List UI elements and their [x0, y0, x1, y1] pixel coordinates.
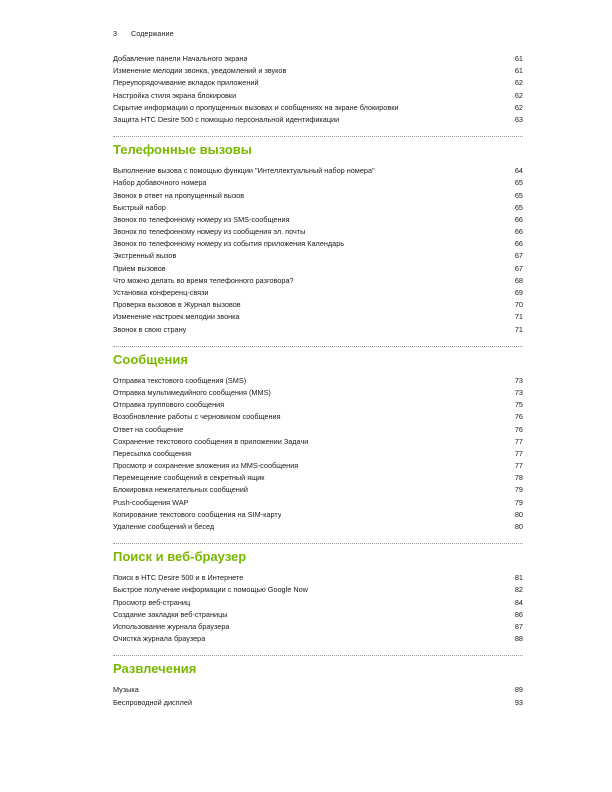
toc-entry[interactable] [113, 621, 523, 633]
toc-entry-title: Создание закладки веб-страницы [113, 609, 228, 619]
toc-entry[interactable] [113, 509, 523, 521]
toc-entry[interactable] [113, 202, 523, 214]
toc-entry-title: Что можно делать во время телефонного разговора? [113, 275, 294, 285]
toc-entry-page: 79 [514, 485, 523, 495]
toc-entry[interactable] [113, 609, 523, 621]
toc-entry-page: 68 [514, 275, 523, 285]
toc-entry[interactable] [113, 572, 523, 584]
toc-entry[interactable] [113, 387, 523, 399]
toc-entry-page: 84 [514, 597, 523, 607]
toc-entry[interactable] [113, 521, 523, 533]
table-of-contents [113, 53, 523, 709]
section-header [113, 655, 523, 684]
toc-entry-title: Сохранение текстового сообщения в приложении Задачи [113, 436, 309, 446]
toc-entry-title: Добавление панели Начального экрана [113, 54, 248, 63]
toc-entry-title: Просмотр и сохранение вложения из MMS-сообщения [113, 461, 299, 471]
toc-entry-title: Прием вызовов [113, 263, 166, 273]
toc-entry[interactable] [113, 411, 523, 423]
toc-entry[interactable] [113, 460, 523, 472]
toc-entry-title: Пересылка сообщения [113, 448, 192, 458]
section-title[interactable]: Сообщения [113, 351, 188, 367]
toc-entry-title: Использование журнала браузера [113, 621, 230, 631]
toc-entry-title: Удаление сообщений и бесед [113, 522, 215, 531]
toc-entry-title: Установка конференц-связи [113, 288, 209, 297]
toc-entry-title: Экстренный вызов [113, 251, 177, 261]
toc-entry[interactable] [113, 275, 523, 287]
toc-entry[interactable] [113, 77, 523, 89]
toc-entry-page: 71 [514, 312, 523, 322]
toc-entry-page: 69 [514, 288, 523, 297]
toc-entry-page: 66 [514, 227, 523, 237]
toc-entry-title: Очистка журнала браузера [113, 634, 206, 644]
toc-entry[interactable] [113, 324, 523, 336]
toc-entry[interactable] [113, 177, 523, 189]
toc-entry-title: Настройка стиля экрана блокировки [113, 90, 237, 100]
toc-entry-title: Поиск в HTC Desire 500 и в Интернете [113, 573, 244, 583]
toc-section [113, 136, 523, 336]
toc-entry[interactable] [113, 697, 523, 709]
toc-entry-title: Push-сообщения WAP [113, 497, 189, 507]
toc-entry-title: Звонок по телефонному номеру из SMS-сообщения [113, 214, 290, 224]
toc-entry[interactable] [113, 287, 523, 299]
toc-entry-page: 66 [514, 239, 523, 249]
toc-entry-title: Беспроводной дисплей [113, 697, 193, 707]
toc-entry-page: 76 [514, 424, 523, 434]
toc-entry[interactable] [113, 484, 523, 496]
toc-entry[interactable] [113, 597, 523, 609]
toc-entry-page: 65 [514, 202, 523, 212]
toc-entry-page: 61 [514, 66, 523, 76]
toc-entry-title: Просмотр веб-страниц [113, 597, 191, 607]
section-header [113, 543, 523, 572]
toc-entry-page: 79 [514, 497, 523, 507]
section-title[interactable]: Развлечения [113, 661, 197, 677]
toc-entry-title: Музыка [113, 685, 139, 695]
toc-entry-page: 81 [514, 573, 523, 583]
toc-entry-title: Звонок по телефонному номеру из события приложения Календарь [113, 239, 345, 249]
toc-entry-title: Проверка вызовов в Журнал вызовов [113, 300, 241, 310]
toc-entry-title: Копирование текстового сообщения на SIM-карту [113, 509, 282, 519]
toc-entry-page: 62 [514, 90, 523, 100]
toc-entry[interactable] [113, 65, 523, 77]
toc-entry-page: 78 [514, 473, 523, 483]
toc-entry-page: 77 [514, 448, 523, 458]
toc-entry[interactable] [113, 584, 523, 596]
page-header [113, 29, 174, 38]
toc-entry-title: Звонок в ответ на пропущенный вызов [113, 190, 245, 200]
toc-entry-page: 62 [514, 102, 523, 112]
toc-entry-title: Защита HTC Desire 500 с помощью персональной идентификации [113, 114, 340, 124]
toc-entry-title: Скрытие информации о пропущенных вызовах и сообщениях на экране блокировки [113, 102, 399, 112]
toc-entry[interactable] [113, 311, 523, 323]
toc-entry-title: Отправка мультимедийного сообщения (MMS) [113, 387, 271, 397]
toc-entry-page: 65 [514, 190, 523, 200]
toc-entry-page: 65 [514, 178, 523, 188]
toc-entry-page: 89 [514, 685, 523, 695]
toc-entry-page: 80 [514, 522, 523, 531]
section-header [113, 346, 523, 375]
toc-entry-title: Быстрое получение информации с помощью Google Now [113, 585, 308, 595]
toc-entry[interactable] [113, 497, 523, 509]
toc-entry-page: 66 [514, 214, 523, 224]
section-title[interactable]: Поиск и веб-браузер [113, 549, 247, 565]
toc-entry[interactable] [113, 472, 523, 484]
toc-entry[interactable] [113, 114, 523, 126]
toc-entry-title: Быстрый набор [113, 202, 166, 212]
toc-entry-page: 77 [514, 461, 523, 471]
toc-entry-page: 87 [514, 621, 523, 631]
toc-entry-title: Блокировка нежелательных сообщений [113, 485, 248, 495]
toc-entry[interactable] [113, 299, 523, 311]
toc-entry[interactable] [113, 90, 523, 102]
toc-entry-title: Звонок в свою страну [113, 324, 187, 334]
toc-entry-title: Перемещение сообщений в секретный ящик [113, 473, 265, 483]
toc-entry-title: Отправка группового сообщения [113, 400, 225, 410]
toc-section [113, 655, 523, 708]
toc-entry-page: 70 [514, 300, 523, 310]
toc-entry-title: Выполнение вызова с помощью функции "Интеллектуальный набор номера" [113, 166, 375, 176]
section-title[interactable]: Телефонные вызовы [113, 142, 252, 158]
toc-entry[interactable] [113, 424, 523, 436]
toc-entry[interactable] [113, 684, 523, 696]
toc-entry-page: 67 [514, 251, 523, 261]
toc-entry-title: Набор добавочного номера [113, 178, 207, 188]
toc-entry-page: 88 [514, 634, 523, 644]
toc-entry[interactable] [113, 250, 523, 262]
toc-entry-page: 77 [514, 436, 523, 446]
toc-entry-page: 64 [514, 166, 523, 176]
section-header [113, 136, 523, 165]
toc-entry[interactable] [113, 102, 523, 114]
toc-entry[interactable] [113, 53, 523, 65]
toc-entry-title: Ответ на сообщение [113, 424, 184, 434]
toc-entry-title: Изменение мелодии звонка, уведомлений и звуков [113, 66, 287, 76]
toc-entry-page: 71 [514, 324, 523, 334]
toc-entry-title: Изменение настроек мелодии звонка [113, 312, 240, 322]
header-page-number: 3 [113, 29, 118, 38]
toc-entry-title: Звонок по телефонному номеру из сообщения эл. почты [113, 227, 306, 237]
toc-entry[interactable] [113, 633, 523, 645]
toc-entry-page: 82 [514, 585, 523, 595]
toc-entry-page: 75 [514, 400, 523, 410]
toc-entry[interactable] [113, 214, 523, 226]
toc-entry-page: 86 [514, 609, 523, 619]
toc-entry[interactable] [113, 190, 523, 202]
toc-entry[interactable] [113, 226, 523, 238]
header-title: Содержание [131, 29, 174, 38]
toc-entry-page: 67 [514, 263, 523, 273]
toc-entry-page: 63 [514, 114, 523, 124]
toc-entry[interactable] [113, 263, 523, 275]
toc-entry-page: 80 [514, 509, 523, 519]
toc-entry-page: 61 [514, 54, 523, 63]
toc-entry[interactable] [113, 399, 523, 411]
toc-entry[interactable] [113, 436, 523, 448]
toc-section [113, 543, 523, 645]
toc-entry-page: 93 [514, 697, 523, 707]
toc-entry-page: 73 [514, 387, 523, 397]
toc-entry-title: Переупорядочивание вкладок приложений [113, 78, 259, 88]
toc-section [113, 346, 523, 533]
toc-entry-title: Отправка текстового сообщения (SMS) [113, 375, 247, 385]
toc-entry-page: 62 [514, 78, 523, 88]
toc-entry[interactable] [113, 448, 523, 460]
toc-entry-title: Возобновление работы с черновиком сообщения [113, 412, 281, 422]
toc-entry-page: 76 [514, 412, 523, 422]
toc-entry[interactable] [113, 165, 523, 177]
toc-entry[interactable] [113, 375, 523, 387]
toc-entry[interactable] [113, 238, 523, 250]
toc-entry-page: 73 [514, 375, 523, 385]
